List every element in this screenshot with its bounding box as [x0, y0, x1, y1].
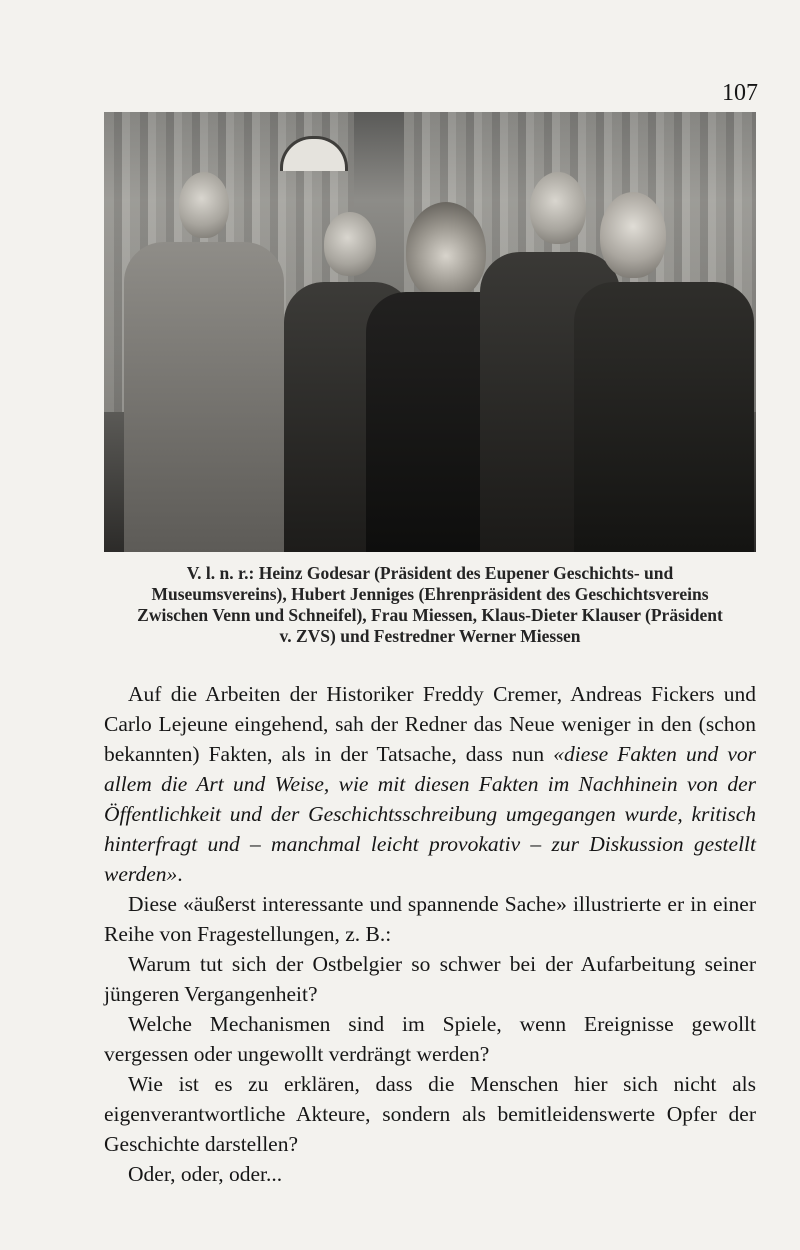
paragraph: Oder, oder, oder... — [128, 1162, 283, 1186]
caption-line: v. ZVS) und Festredner Werner Miessen — [279, 626, 581, 646]
person-werner-miessen — [574, 192, 754, 552]
photo-caption — [100, 563, 760, 647]
caption-line: V. l. n. r.: Heinz Godesar (Präsident des Eupener Geschichts- und — [186, 563, 674, 583]
quoted-text: «diese Fakten und vor allem die Art und Weise, wie mit diesen Fakten im Nachhinein von der Öffentlichkeit und der Geschichtsschreibung umgegangen wurde, kritisch hinterfragt und – manchmal leicht provokativ – zur Diskussion gestellt werden» — [104, 742, 756, 886]
caption-line: Museumsvereins), Hubert Jenniges (Ehrenpräsident des Geschichtsvereins — [151, 584, 709, 604]
group-photo — [104, 112, 756, 552]
caption-line: Zwischen Venn und Schneifel), Frau Miessen, Klaus-Dieter Klauser (Präsident — [137, 605, 723, 625]
person-heinz-godesar — [124, 172, 284, 552]
paragraph-text: . — [177, 862, 183, 886]
paragraph: Wie ist es zu erklären, dass die Menschen hier sich nicht als eigenverantwortliche Akteure, sondern als bemitleidenswerte Opfer der Geschichte darstellen? — [104, 1072, 756, 1156]
paragraph — [104, 679, 756, 889]
paragraph-text: Auf die Arbeiten der Historiker Freddy Cremer, Andreas Fickers und Carlo Lejeune eingehend, sah der Redner das Neue weniger in den (schon bekannten) Fakten, als in der Tatsache, dass nun — [104, 682, 756, 766]
body-text — [104, 679, 756, 1189]
paragraph: Welche Mechanismen sind im Spiele, wenn Ereignisse gewollt vergessen oder ungewollt verdrängt werden? — [104, 1012, 756, 1066]
paragraph: Diese «äußerst interessante und spannende Sache» illustrierte er in einer Reihe von Fragestellungen, z. B.: — [104, 892, 756, 946]
paragraph: Warum tut sich der Ostbelgier so schwer bei der Aufarbeitung seiner jüngeren Vergangenheit? — [104, 952, 756, 1006]
page-number: 107 — [722, 80, 758, 106]
